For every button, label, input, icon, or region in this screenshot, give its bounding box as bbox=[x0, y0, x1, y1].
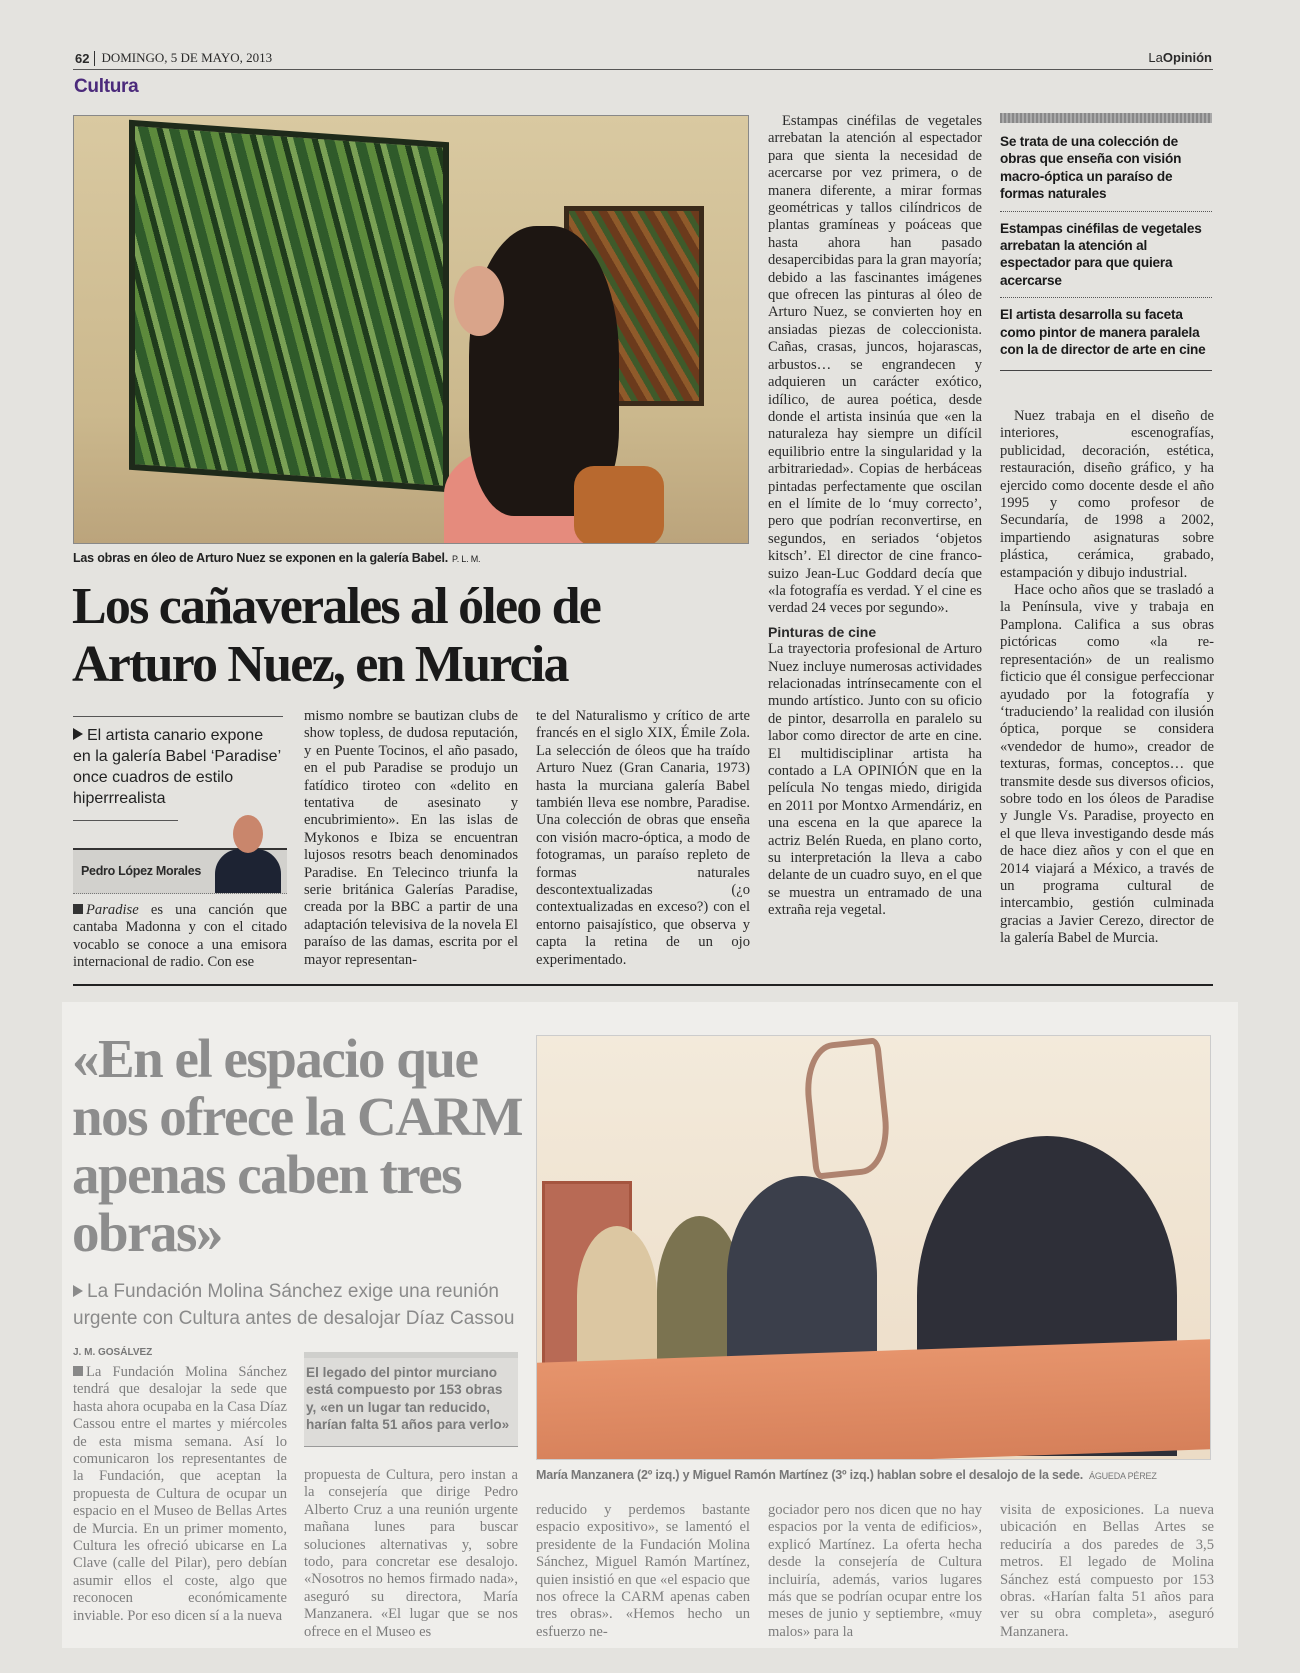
article2-column-5 bbox=[1000, 1502, 1214, 1641]
column-text: La trayectoria profesional de Arturo Nuez incluye numerosas actividades relacionadas intrínsecamente con el mundo artístico. Junto con su oficio de pintor, desarrolla en paralelo su labor como director de arte en cine. El multidisciplinar artista ha contado a LA OPINIÓN que en la película No tengas miedo, dirigida en 2011 por Montxo Armendáriz, en una escena en la que aparece la actriz Belén Rueda, en plano corto, su interpretación la lleva a cabo delante de un cuadro suyo, en el que se muestra un entramado de una extraña reja vegetal. bbox=[768, 641, 982, 919]
author-name: Pedro López Morales bbox=[81, 864, 202, 878]
caption-text: María Manzanera (2º izq.) y Miguel Ramón Martínez (3º izq.) hablan sobre el desalojo de la sede. bbox=[536, 1468, 1084, 1482]
pull-quote: Estampas cinéfilas de vegetales arrebatan la atención al espectador para que quiera acercarse bbox=[1000, 220, 1212, 299]
article2-pull-quote: El legado del pintor murciano está compuesto por 153 obras y, «en un lugar tan reducido, harían falta 51 años para verlo» bbox=[304, 1352, 518, 1447]
headline-line: Arturo Nuez, en Murcia bbox=[72, 636, 568, 693]
author-avatar bbox=[211, 815, 283, 893]
column-text: es una canción que cantaba Madonna y con el citado vocablo se conoce a una emisora internacional de radio. Con ese bbox=[73, 902, 287, 971]
column-text: Estampas cinéfilas de vegetales arrebatan la atención al espectador para que sienta la necesidad de acercarse por vez primera, o de manera diferente, a mirar formas geométricas y tallos cilíndricos de plantas gramíneas y poáceas que hasta ahora han pasado desapercibidas para la gran mayoría; debido a las fascinantes imágenes que ofrecen las pinturas al óleo de Arturo Nuez, se convierten hoy en ansiadas piezas de coleccionista. Cañas, crasas, juncos, hojarascas, arbustos… se engrandecen y adquieren un carácter exótico, idílico, de aurea poética, desde donde el artista insinúa que «en la naturaleza hay siempre un difícil equilibrio entre la singularidad y la arbitrariedad». Copias de herbáceas pintadas perfectamente que oscilan en el límite de lo ‘muy correcto’, pero que podrían reconvertirse, en segundos, en seriados ‘objetos kitsch’. El director de cine franco-suizo Jean-Luc Goddard decía que «la fotografía es verdad. Y el cine es verdad 24 veces por segundo». bbox=[768, 113, 982, 617]
wall-emblem bbox=[800, 1037, 894, 1180]
lead-square-icon bbox=[73, 1366, 83, 1376]
photo-credit: P. L. M. bbox=[452, 554, 481, 564]
meeting-photo bbox=[536, 1035, 1211, 1460]
article-deck bbox=[73, 716, 283, 809]
photo-caption bbox=[73, 551, 480, 565]
deck-text: El artista canario expone en la galería Babel ‘Paradise’ once cuadros de estilo hiperrrealista bbox=[73, 727, 281, 807]
article-column-5 bbox=[1000, 408, 1214, 948]
column-text: Hace ocho años que se trasladó a la Península, vive y trabaja en Pamplona. Califica a sus obras pictóricas como «la re-representación» de un realismo ficticio que él consigue perfeccionar ayudado por la fotografía y ‘traduciendo’ la realidad con ilusión óptica, porque se considera «vendedor de humo», creador de texturas, formas, conceptos… que transmite desde sus diversos oficios, sobre todo en los óleos de Paradise y Jungle Vs. Paradise, proyecto en el que lleva investigando desde más de hace diez años y con el que en 2014 viajará a México, a través de un programa cultural de intercambio, gestión culminada gracias a Javier Cerezo, director de la galería Babel de Murcia. bbox=[1000, 582, 1214, 947]
column-text: Nuez trabaja en el diseño de interiores, escenografías, publicidad, decoración, estética, restauración, diseño gráfico, y ha ejercido como docente desde el año 1995 y como profesor de Secundaría, de 1998 a 2002, impartiendo asignaturas sobre plástica, cerámica, grabado, estampación y dibujo industrial. bbox=[1000, 408, 1214, 581]
newspaper-logo bbox=[1148, 50, 1212, 65]
column-text: propuesta de Cultura, pero instan a la consejería que dirige Pedro Alberto Cruz a una reunión urgente mañana lunes para buscar soluciones alternativas y, sobre todo, para concretar ese desalojo. «Nosotros no hemos firmado nada», aseguró su directora, María Manzanera. «El lugar que se nos ofrece en el Museo es bbox=[304, 1467, 518, 1640]
article2-column-3 bbox=[536, 1502, 750, 1641]
triangle-bullet-icon bbox=[73, 1285, 83, 1297]
lead-italic: Paradise bbox=[86, 902, 139, 918]
pull-quote-bar bbox=[1000, 113, 1212, 123]
article-column-3 bbox=[536, 708, 750, 969]
column-text: La Fundación Molina Sánchez tendrá que desalojar la sede que hasta ahora ocupaba en la Casa Díaz Cassou entre el martes y miércoles de esta misma semana. Así lo comunicaron los representantes de la Fundación, que aceptan la propuesta de Cultura de ocupar un espacio en el Museo de Bellas Artes de Murcia. En un primer momento, Cultura les ofreció ubicarse en La Clave (calle del Pilar), pero debían asumir ellos el coste, algo que reconocen económicamente inviable. Por eso dicen sí a la nueva bbox=[73, 1364, 287, 1624]
pull-quotes bbox=[1000, 113, 1212, 379]
photo-credit: ÁGUEDA PÉREZ bbox=[1089, 1471, 1157, 1481]
article-column-4 bbox=[768, 113, 982, 920]
visitor-face bbox=[454, 266, 504, 336]
caption-text: Las obras en óleo de Arturo Nuez se exponen en la galería Babel. bbox=[73, 551, 449, 565]
article2-author: J. M. GOSÁLVEZ bbox=[73, 1347, 153, 1358]
reed-painting bbox=[129, 120, 449, 492]
article-divider bbox=[73, 984, 1213, 986]
logo-brand: Opinión bbox=[1162, 50, 1212, 65]
page-number: 62 bbox=[75, 51, 95, 66]
article-headline bbox=[72, 578, 762, 694]
article2-column-2 bbox=[304, 1467, 518, 1641]
column-text: mismo nombre se bautizan clubs de show topless, de dudosa reputación, y en Puente Tocinos, el año pasado, en el pub Paradise se produjo un fatídico tiroteo con «delito en tentativa de asesinato y encubrimiento». En las islas de Mykonos e Ibiza se encuentran lujosos resotrs beach denominados Paradise. En Telecinco triunfa la serie británica Galerías Paradise, creada por la BBC a partir de una adaptación televisiva de la novela El paraíso de las damas, escrita por el mayor representan- bbox=[304, 708, 518, 968]
column-text: visita de exposiciones. La nueva ubicación en Bellas Artes se reduciría a dos paredes de 3,5 metros. El legado de Molina Sánchez está compuesto por 153 obras. «Harían falta 51 años para ver su obra completa», aseguró Manzanera. bbox=[1000, 1502, 1214, 1640]
article2-headline: «En el espacio que nos ofrece la CARM apenas caben tres obras» bbox=[72, 1028, 523, 1263]
pull-quote: Se trata de una colección de obras que enseña con visión macro-óptica un paraíso de formas naturales bbox=[1000, 133, 1212, 212]
article-column-2 bbox=[304, 708, 518, 969]
article2-column-4 bbox=[768, 1502, 982, 1641]
page-date: DOMINGO, 5 DE MAYO, 2013 bbox=[101, 50, 273, 65]
lead-square-icon bbox=[73, 904, 83, 914]
column-subhead: Pinturas de cine bbox=[768, 623, 877, 640]
column-text: te del Naturalismo y crítico de arte francés en el siglo XIX, Émile Zola. La selección de óleos que ha traído Arturo Nuez (Gran Canaria, 1973) hasta la murciana galería Babel también lleva ese nombre, Paradise. Una colección de obras que enseña con visión macro-óptica, a modo de fotogramas, un paraíso repleto de formas naturales descontextualizadas (¿o contextualizadas en exceso?) con el entorno paisajístico, que observa y capta la retina de un ojo experimentado. bbox=[536, 708, 750, 968]
article2-photo-caption bbox=[536, 1468, 1216, 1482]
triangle-bullet-icon bbox=[73, 728, 83, 740]
pull-quote: El artista desarrolla su faceta como pintor de manera paralela con la de director de arte en cine bbox=[1000, 306, 1212, 371]
gallery-photo bbox=[73, 115, 749, 544]
headline-line: Los cañaverales al óleo de bbox=[72, 578, 601, 635]
header-rule bbox=[73, 69, 1213, 70]
article2-column-1 bbox=[73, 1364, 287, 1625]
author-byline bbox=[73, 848, 287, 894]
backpack bbox=[574, 466, 664, 544]
deck-text: La Fundación Molina Sánchez exige una reunión urgente con Cultura antes de desalojar Díaz Cassou bbox=[73, 1281, 515, 1329]
deck-rule bbox=[73, 820, 178, 821]
section-title: Cultura bbox=[74, 76, 139, 97]
column-text: gociador pero nos dicen que no hay espacios por la venta de edificios», explicó Martínez. La oferta hecha desde la consejería de Cultura incluiría, además, varios lugares más que se podrían ocupar entre los meses de junio y septiembre, «muy malos» para la bbox=[768, 1502, 982, 1640]
article-column-1 bbox=[73, 902, 287, 972]
page-folio bbox=[75, 50, 272, 66]
logo-prefix: La bbox=[1148, 50, 1163, 65]
article2-deck bbox=[73, 1278, 533, 1332]
column-text: reducido y perdemos bastante espacio expositivo», se lamentó el presidente de la Fundación Molina Sánchez, Miguel Ramón Martínez, quien insistió en que «el espacio que nos ofrece la CARM apenas caben tres obras». «Hemos hecho un esfuerzo ne- bbox=[536, 1502, 750, 1640]
